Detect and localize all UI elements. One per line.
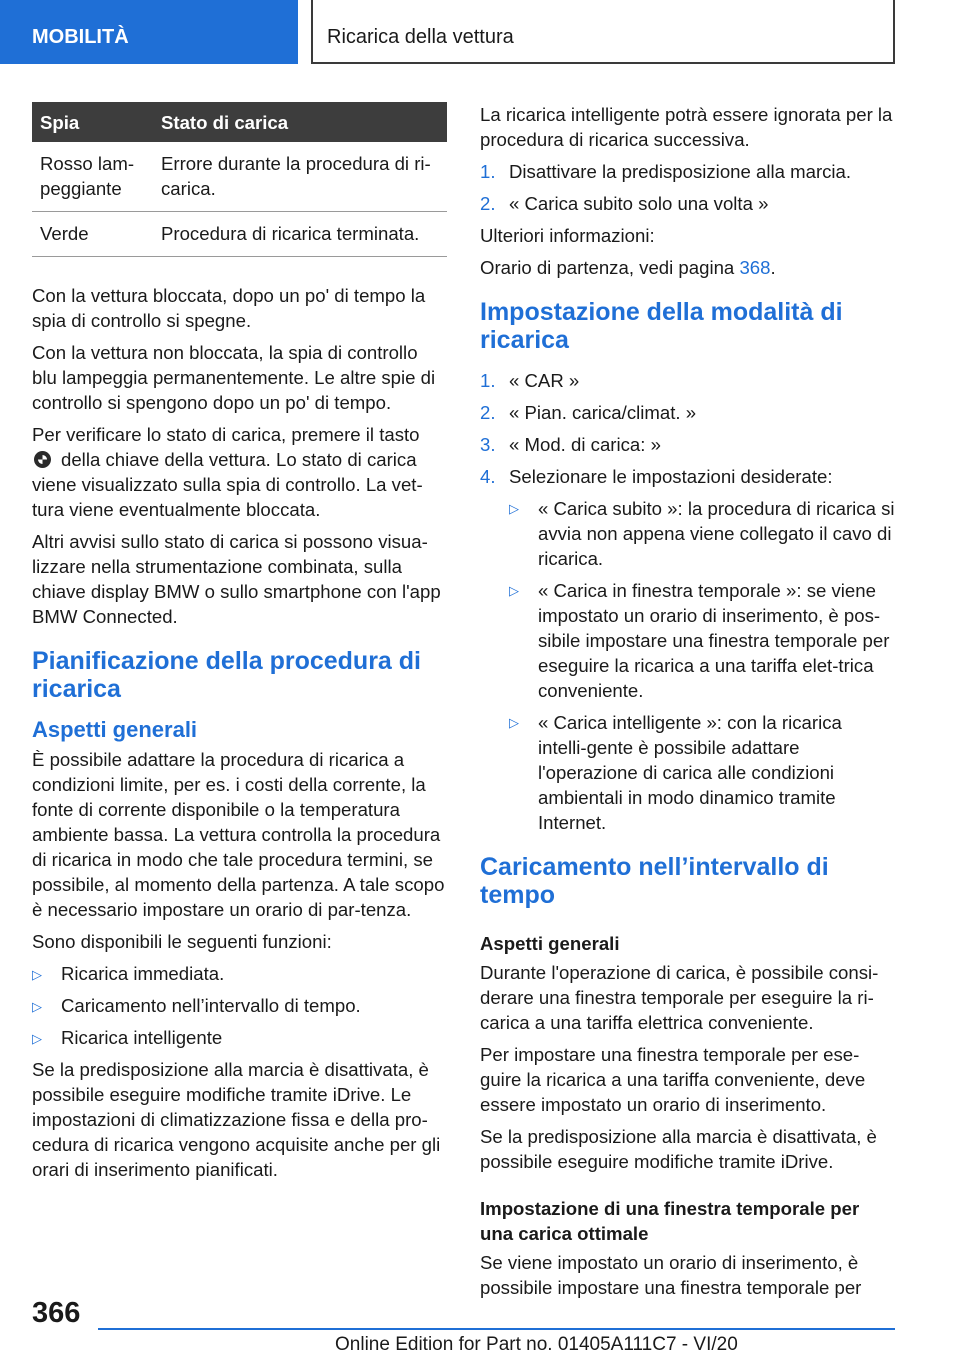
list-item [480, 368, 895, 393]
page-number: 366 [32, 1297, 81, 1329]
step-number: 3. [480, 434, 496, 455]
list-item [509, 710, 895, 835]
options-list [509, 496, 895, 835]
paragraph: Se la predisposizione alla marcia è disattivata, è possibile eseguire modifiche tramite iDrive. [480, 1126, 877, 1172]
step-number: 4. [480, 466, 496, 487]
list-item-text: « Mod. di carica: » [509, 434, 661, 455]
right-column [480, 102, 895, 1307]
paragraph: Con la vettura bloccata, dopo un po' di tempo la spia di controllo si spegne. [32, 285, 426, 331]
chapter-title: Ricarica della vettura [311, 0, 895, 64]
bullet-icon: ▷ [509, 501, 519, 516]
list-item-text: Selezionare le impostazioni desiderate: [509, 466, 833, 487]
bmw-key-button-icon [34, 451, 51, 468]
paragraph-text: Per verificare lo stato di carica, premere il tasto [32, 424, 420, 445]
subsection-heading: Aspetti generali [480, 933, 620, 954]
steps-list [480, 368, 895, 835]
bullet-icon: ▷ [32, 999, 42, 1014]
paragraph-text: della chiave della vettura. Lo stato di carica viene visualizzato sulla spia di controllo. La vet-tura viene eventualmente bloccata. [32, 449, 423, 520]
paragraph: Durante l'operazione di carica, è possibile consi-derare una finestra temporale per eseguire la ri-carica a una tariffa elettrica conveniente. [480, 962, 879, 1033]
list-item-text: Ricarica intelligente [61, 1027, 223, 1048]
step-number: 2. [480, 402, 496, 423]
paragraph: Ulteriori informazioni: [480, 225, 655, 246]
list-item-text: « Carica subito »: la procedura di ricarica si avvia non appena viene collegato il cavo di ricarica. [538, 498, 895, 569]
paragraph: Altri avvisi sullo stato di carica si possono visua-lizzare nella strumentazione combinata, sulla chiave display BMW o sullo smartphone con l'app BMW Connected. [32, 531, 441, 627]
step-number: 1. [480, 161, 496, 182]
paragraph: Se viene impostato un orario di inserimento, è possibile impostare una finestra temporale per [480, 1252, 862, 1298]
paragraph: Se la predisposizione alla marcia è disattivata, è possibile eseguire modifiche tramite iDrive. Le impostazioni di climatizzazione fissa e della pro-cedura di ricarica vengono acquisite anche per gli orari di inserimento pianificati. [32, 1059, 441, 1180]
table-cell: Verde [32, 212, 153, 257]
table-header-cell: Spia [32, 102, 153, 142]
page-reference-link[interactable]: 368 [739, 257, 771, 278]
bullet-icon: ▷ [32, 1031, 42, 1046]
edition-note: Online Edition for Part no. 01405A111C7 - VI/20 [335, 1334, 738, 1355]
list-item [32, 1025, 447, 1050]
table-header-row [32, 102, 447, 142]
subsection-heading: Aspetti generali [32, 717, 198, 742]
list-item-text: « Carica in finestra temporale »: se viene impostato un orario di inserimento, è pos-sibile impostare una finestra temporale per eseguire la ricarica a una tariffa elet-trica conveniente. [538, 580, 890, 701]
list-item-text: « Carica subito solo una volta » [509, 193, 769, 214]
table-header-cell: Stato di carica [153, 102, 447, 142]
list-item-text: « Carica intelligente »: con la ricarica intelli-gente è possibile adattare l'operazione di carica alle condizioni ambientali in modo dinamico tramite Internet. [538, 712, 842, 833]
list-item [509, 496, 895, 571]
list-item [32, 961, 447, 986]
list-item [480, 432, 895, 457]
section-heading: Impostazione della modalità di ricarica [480, 298, 843, 354]
list-item-text: « CAR » [509, 370, 580, 391]
table-row [32, 212, 447, 257]
charge-status-table [32, 102, 447, 257]
table-cell: Procedura di ricarica terminata. [153, 212, 447, 257]
table-cell: Rosso lam-peggiante [32, 142, 153, 212]
step-number: 1. [480, 370, 496, 391]
functions-list [32, 961, 447, 1050]
left-column [32, 102, 447, 1189]
steps-list [480, 159, 895, 216]
paragraph-text: . [770, 257, 776, 278]
list-item [480, 159, 895, 184]
list-item [480, 400, 895, 425]
footer-divider [98, 1328, 895, 1330]
list-item [480, 191, 895, 216]
list-item-text: Caricamento nell’intervallo di tempo. [61, 995, 361, 1016]
paragraph: Con la vettura non bloccata, la spia di controllo blu lampeggia permanentemente. Le altre spie di controllo si spengono dopo un po' di tempo. [32, 342, 436, 413]
paragraph-text: Orario di partenza, vedi pagina [480, 257, 735, 278]
step-number: 2. [480, 193, 496, 214]
paragraph: Sono disponibili le seguenti funzioni: [32, 931, 332, 952]
table-row [32, 142, 447, 212]
section-heading: Pianificazione della procedura di ricarica [32, 647, 421, 703]
table-cell: Errore durante la procedura di ri-carica. [153, 142, 447, 212]
list-item [480, 464, 895, 835]
list-item [509, 578, 895, 703]
bullet-icon: ▷ [509, 715, 519, 730]
bullet-icon: ▷ [32, 967, 42, 982]
paragraph: La ricarica intelligente potrà essere ignorata per la procedura di ricarica successiva. [480, 104, 893, 150]
paragraph: È possibile adattare la procedura di ricarica a condizioni limite, per es. i costi della corrente, la fonte di corrente disponibile o la temperatura ambiente bassa. La vettura controlla la procedura di ricarica in modo che tale procedura termini, se possibile, al momento della partenza. A tale scopo è necessario impostare un orario di par-tenza. [32, 749, 445, 920]
bullet-icon: ▷ [509, 583, 519, 598]
subsection-heading: Impostazione di una finestra temporale per una carica ottimale [480, 1198, 860, 1244]
section-heading: Caricamento nell’intervallo di tempo [480, 853, 829, 909]
list-item-text: Disattivare la predisposizione alla marcia. [509, 161, 852, 182]
list-item-text: Ricarica immediata. [61, 963, 225, 984]
section-tab: MOBILITÀ [0, 0, 298, 64]
list-item-text: « Pian. carica/climat. » [509, 402, 697, 423]
paragraph: Per impostare una finestra temporale per ese-guire la ricarica a una tariffa conveniente, deve essere impostato un orario di inserimento. [480, 1044, 866, 1115]
paragraph [480, 255, 895, 280]
paragraph [32, 422, 447, 522]
list-item [32, 993, 447, 1018]
